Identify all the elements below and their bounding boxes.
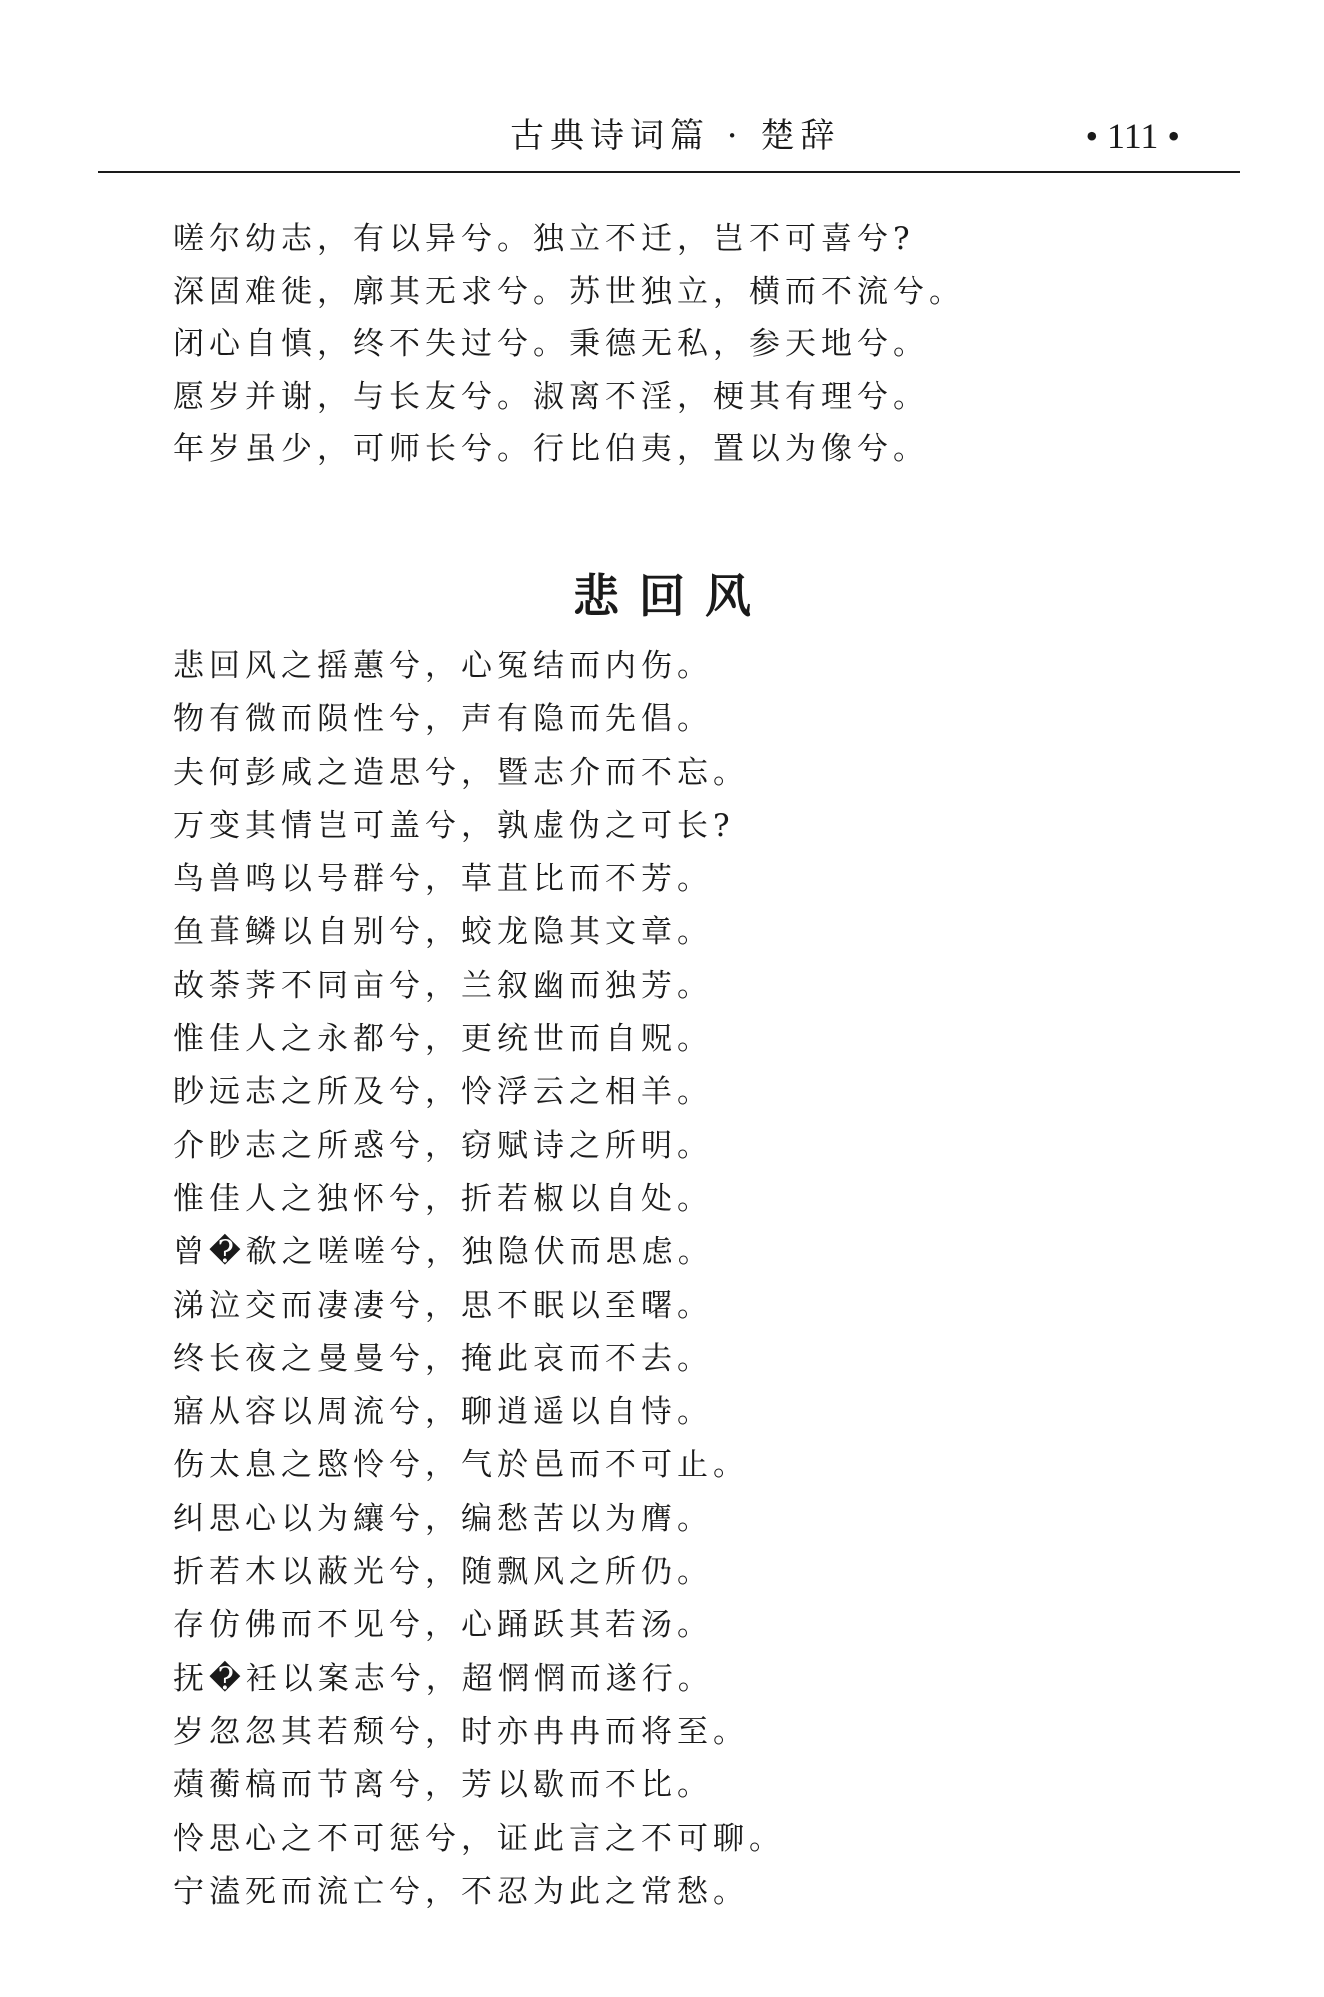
verse-line: 岁忽忽其若颓兮，时亦冉冉而将至。	[173, 1713, 749, 1750]
verse-line: 鱼葺鳞以自别兮，蛟龙隐其文章。	[173, 914, 713, 951]
verse-line: 薠蘅槁而节离兮，芳以歇而不比。	[173, 1767, 713, 1804]
verse-line: 眇远志之所及兮，怜浮云之相羊。	[173, 1074, 713, 1111]
verse-line: 宁溘死而流亡兮，不忍为此之常愁。	[173, 1873, 749, 1910]
verse-line: 抚�衽以案志兮，超惘惘而遂行。	[173, 1660, 714, 1697]
verse-line: 年岁虽少，可师长兮。行比伯夷，置以为像兮。	[173, 431, 929, 468]
verse-line: 折若木以蔽光兮，随飘风之所仍。	[173, 1554, 713, 1591]
poem-verses	[173, 640, 785, 1919]
verse-line: 伤太息之愍怜兮，气於邑而不可止。	[173, 1447, 749, 1484]
verse-line: 悲回风之摇蕙兮，心冤结而内伤。	[173, 648, 713, 684]
poem-title: 悲回风	[573, 568, 771, 623]
running-head-title: 古典诗词篇 · 楚辞	[510, 116, 841, 156]
verse-line: 存仿佛而不见兮，心踊跃其若汤。	[173, 1607, 713, 1644]
page-header	[100, 112, 1240, 172]
verse-line: 鸟兽鸣以号群兮，草苴比而不芳。	[173, 861, 713, 898]
verse-line: 惟佳人之独怀兮，折若椒以自处。	[173, 1180, 713, 1217]
verse-line: 物有微而陨性兮，声有隐而先倡。	[173, 701, 713, 738]
verse-line: 涕泣交而凄凄兮，思不眠以至曙。	[173, 1287, 713, 1324]
verse-line: 深固难徙，廓其无求兮。苏世独立，横而不流兮。	[173, 273, 965, 310]
verse-line: 愿岁并谢，与长友兮。淑离不淫，梗其有理兮。	[173, 378, 929, 415]
header-divider	[98, 171, 1240, 173]
verse-line: 终长夜之曼曼兮，掩此哀而不去。	[173, 1340, 713, 1377]
previous-poem-verses	[173, 213, 965, 476]
verse-line: 惟佳人之永都兮，更统世而自贶。	[173, 1021, 713, 1058]
verse-line: 曾�欷之嗟嗟兮，独隐伏而思虑。	[173, 1234, 714, 1271]
verse-line: 嗟尔幼志，有以异兮。独立不迁，岂不可喜兮?	[173, 221, 915, 257]
verse-line: 故荼荠不同亩兮，兰叙幽而独芳。	[173, 967, 713, 1004]
verse-line: 纠思心以为纕兮，编愁苦以为膺。	[173, 1500, 713, 1537]
verse-line: 闭心自慎，终不失过兮。秉德无私，参天地兮。	[173, 326, 929, 363]
verse-line: 夫何彭咸之造思兮，暨志介而不忘。	[173, 754, 749, 791]
page-number: • 111 •	[1085, 116, 1180, 156]
verse-line: 介眇志之所惑兮，窃赋诗之所明。	[173, 1127, 713, 1164]
verse-line: 万变其情岂可盖兮，孰虚伪之可长?	[173, 807, 735, 844]
verse-line: 寤从容以周流兮，聊逍遥以自恃。	[173, 1394, 713, 1431]
verse-line: 怜思心之不可惩兮，证此言之不可聊。	[173, 1820, 785, 1857]
